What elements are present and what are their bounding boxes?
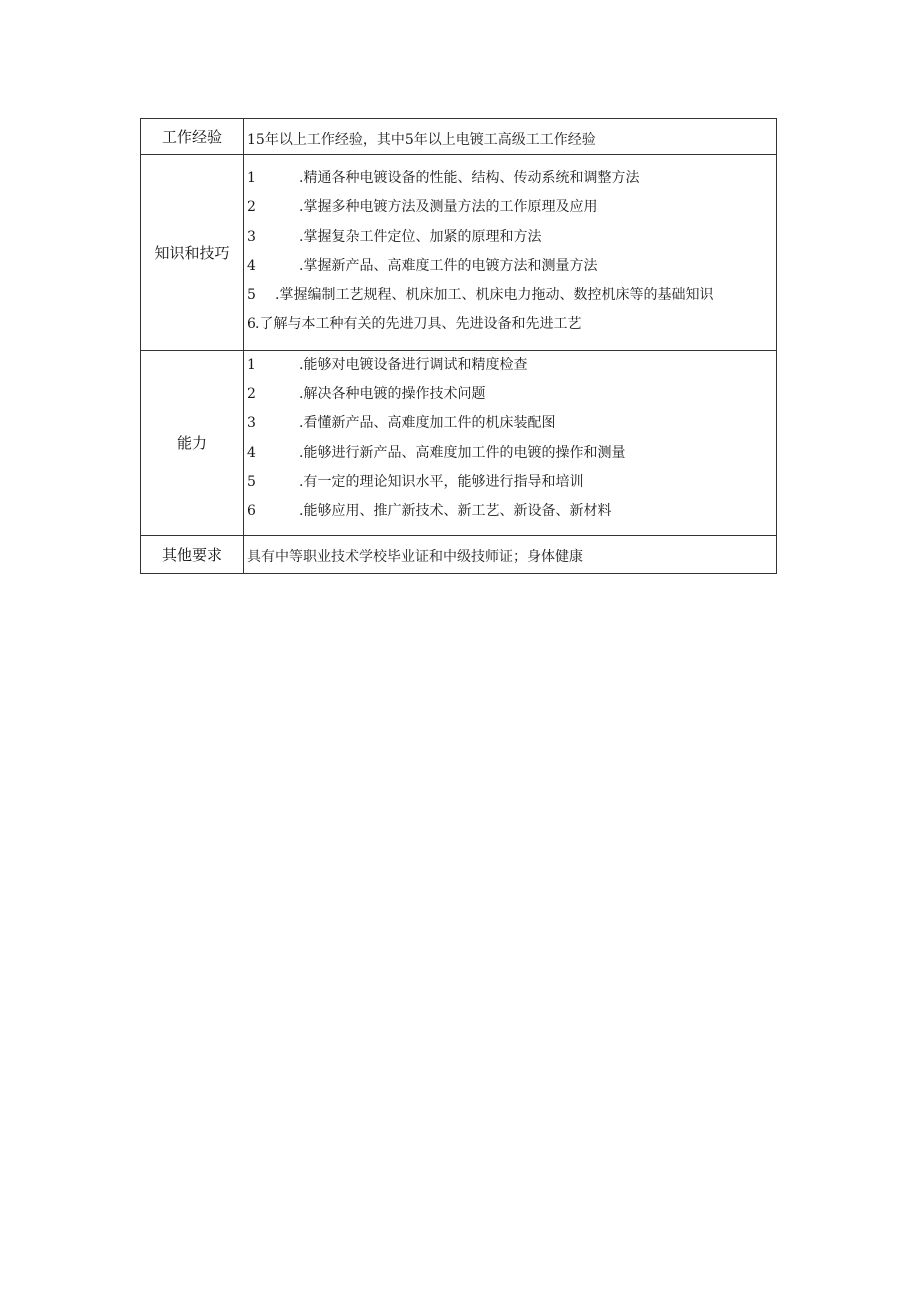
label-work-experience: 工作经验 bbox=[141, 119, 244, 155]
item-number: 2 bbox=[247, 386, 256, 403]
list-item bbox=[247, 443, 776, 472]
item-number: 3 bbox=[247, 415, 256, 432]
row-knowledge-skills bbox=[141, 155, 777, 351]
item-number: 6 bbox=[247, 316, 256, 333]
list-item bbox=[247, 168, 776, 197]
value-ability bbox=[244, 350, 777, 535]
value-other-requirements bbox=[244, 535, 777, 573]
label-other-requirements: 其他要求 bbox=[141, 535, 244, 573]
item-text: .能够进行新产品、高难度加工件的电镀的操作和测量 bbox=[299, 444, 626, 461]
ability-list bbox=[247, 351, 776, 535]
item-number: 5 bbox=[247, 287, 256, 304]
item-text: .了解与本工种有关的先进刀具、先进设备和先进工艺 bbox=[255, 316, 582, 333]
item-number: 4 bbox=[247, 444, 256, 461]
value-knowledge-skills bbox=[244, 155, 777, 351]
item-number: 3 bbox=[247, 228, 256, 245]
list-item bbox=[247, 227, 776, 256]
item-number: 1 bbox=[247, 170, 256, 186]
row-ability bbox=[141, 350, 777, 535]
item-number: 4 bbox=[247, 257, 256, 274]
item-text: .能够应用、推广新技术、新工艺、新设备、新材料 bbox=[299, 503, 612, 520]
list-item bbox=[247, 314, 776, 343]
value-work-experience bbox=[244, 119, 777, 155]
list-item bbox=[247, 501, 776, 530]
item-text: .掌握多种电镀方法及测量方法的工作原理及应用 bbox=[299, 199, 598, 216]
item-text: .掌握编制工艺规程、机床加工、机床电力拖动、数控机床等的基础知识 bbox=[275, 287, 714, 304]
item-text: .解决各种电镀的操作技术问题 bbox=[299, 386, 486, 403]
other-requirements-text: 具有中等职业技术学校毕业证和中级技师证；身体健康 bbox=[247, 549, 583, 566]
item-text: .能够对电镀设备进行调试和精度检查 bbox=[299, 356, 528, 373]
row-other-requirements bbox=[141, 535, 777, 573]
item-number: 5 bbox=[247, 473, 256, 490]
item-text: .精通各种电镀设备的性能、结构、传动系统和调整方法 bbox=[299, 170, 640, 186]
list-item bbox=[247, 472, 776, 501]
item-number: 6 bbox=[247, 503, 256, 520]
label-ability: 能力 bbox=[141, 350, 244, 535]
requirements-table bbox=[140, 118, 777, 574]
item-number: 1 bbox=[247, 356, 256, 373]
item-text: .有一定的理论知识水平，能够进行指导和培训 bbox=[299, 473, 584, 490]
list-item bbox=[247, 256, 776, 285]
list-item bbox=[247, 413, 776, 442]
work-experience-text: 15年以上工作经验，其中5年以上电镀工高级工工作经验 bbox=[247, 131, 596, 148]
list-item bbox=[247, 384, 776, 413]
item-number: 2 bbox=[247, 199, 256, 216]
list-item bbox=[247, 197, 776, 226]
knowledge-list bbox=[247, 155, 776, 350]
item-text: .掌握新产品、高难度工件的电镀方法和测量方法 bbox=[299, 257, 598, 274]
item-text: .看懂新产品、高难度加工件的机床装配图 bbox=[299, 415, 556, 432]
row-work-experience bbox=[141, 119, 777, 155]
item-text: .掌握复杂工件定位、加紧的原理和方法 bbox=[299, 228, 542, 245]
list-item bbox=[247, 285, 776, 314]
label-knowledge-skills: 知识和技巧 bbox=[141, 155, 244, 351]
list-item bbox=[247, 355, 776, 384]
